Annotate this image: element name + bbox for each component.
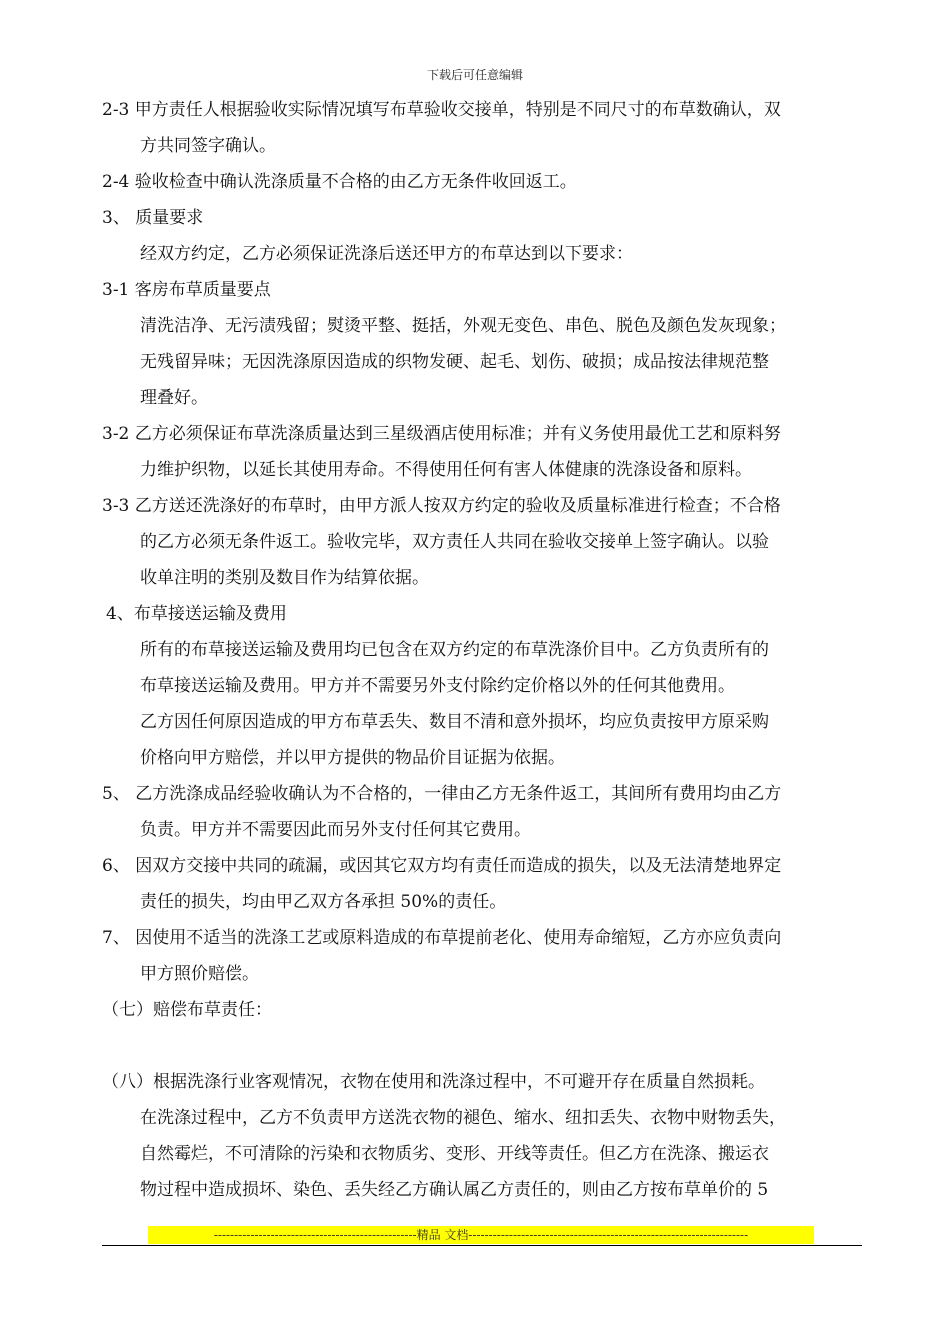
text-line: 价格向甲方赔偿，并以甲方提供的物品价目证据为依据。 — [140, 748, 565, 768]
text-line: 负责。甲方并不需要因此而另外支付任何其它费用。 — [140, 820, 531, 840]
text-line: 清洗洁净、无污渍残留；熨烫平整、挺括，外观无变色、串色、脱色及颜色发灰现象； — [140, 316, 786, 336]
text-line: 2-3 甲方责任人根据验收实际情况填写布草验收交接单，特别是不同尺寸的布草数确认，双 — [102, 100, 781, 120]
text-line: 3-2 乙方必须保证布草洗涤质量达到三星级酒店使用标准；并有义务使用最优工艺和原料努 — [102, 424, 781, 444]
text-line: 5、 乙方洗涤成品经验收确认为不合格的，一律由乙方无条件返工，其间所有费用均由乙方 — [102, 784, 782, 804]
page-header: 下载后可任意编辑 — [426, 68, 523, 82]
text-line: 理叠好。 — [140, 388, 208, 408]
text-line: 乙方因任何原因造成的甲方布草丢失、数目不清和意外损坏，均应负责按甲方原采购 — [140, 712, 769, 732]
text-line: 3、 质量要求 — [102, 208, 204, 228]
text-line: （七）赔偿布草责任： — [102, 1000, 272, 1020]
text-line: 布草接送运输及费用。甲方并不需要另外支付除约定价格以外的任何其他费用。 — [140, 676, 735, 696]
text-line: 方共同签字确认。 — [140, 136, 276, 156]
text-line: 6、 因双方交接中共同的疏漏，或因其它双方均有责任而造成的损失，以及无法清楚地界定 — [102, 856, 782, 876]
text-line: 3-1 客房布草质量要点 — [102, 280, 271, 300]
text-line: 收单注明的类别及数目作为结算依据。 — [140, 568, 429, 588]
text-line: 在洗涤过程中，乙方不负责甲方送洗衣物的褪色、缩水、纽扣丢失、衣物中财物丢失， — [140, 1108, 786, 1128]
text-line: 3-3 乙方送还洗涤好的布草时，由甲方派人按双方约定的验收及质量标准进行检查；不合格 — [102, 496, 781, 516]
text-line: 所有的布草接送运输及费用均已包含在双方约定的布草洗涤价目中。乙方负责所有的 — [140, 640, 769, 660]
text-line: 4、布草接送运输及费用 — [106, 604, 287, 624]
text-line: 无残留异味；无因洗涤原因造成的织物发硬、起毛、划伤、破损；成品按法律规范整 — [140, 352, 769, 372]
text-line: 甲方照价赔偿。 — [140, 964, 259, 984]
text-line: （八）根据洗涤行业客观情况，衣物在使用和洗涤过程中，不可避开存在质量自然损耗。 — [102, 1072, 765, 1092]
text-line: 力维护织物，以延长其使用寿命。不得使用任何有害人体健康的洗涤设备和原料。 — [140, 460, 752, 480]
footer-banner: --------------------------------------------------精品 文档--------------------------------------------------------------------- — [148, 1226, 814, 1244]
text-line: 的乙方必须无条件返工。验收完毕，双方责任人共同在验收交接单上签字确认。以验 — [140, 532, 769, 552]
text-line: 经双方约定，乙方必须保证洗涤后送还甲方的布草达到以下要求： — [140, 244, 633, 264]
footer-rule — [102, 1245, 862, 1246]
text-line: 7、 因使用不适当的洗涤工艺或原料造成的布草提前老化、使用寿命缩短，乙方亦应负责向 — [102, 928, 782, 948]
text-line: 物过程中造成损坏、染色、丢失经乙方确认属乙方责任的，则由乙方按布草单价的 5 — [140, 1180, 769, 1200]
text-line: 2-4 验收检查中确认洗涤质量不合格的由乙方无条件收回返工。 — [102, 172, 577, 192]
text-line: 责任的损失，均由甲乙双方各承担 50%的责任。 — [140, 892, 507, 912]
text-line: 自然霉烂，不可清除的污染和衣物质劣、变形、开线等责任。但乙方在洗涤、搬运衣 — [140, 1144, 769, 1164]
